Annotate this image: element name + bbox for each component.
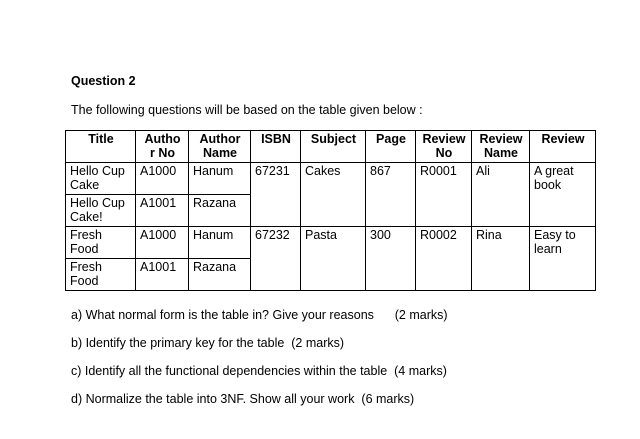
question-marks: (2 marks) [291, 336, 345, 350]
intro-text: The following questions will be based on the table given below : [71, 103, 423, 117]
header-subject: Subject [301, 131, 366, 163]
table-row [66, 227, 596, 259]
header-review-no: Review No [416, 131, 472, 163]
cell-author-name: Razana [189, 195, 251, 227]
question-text: a) What normal form is the table in? Give your reasons [71, 308, 374, 322]
cell-subject [301, 195, 366, 227]
cell-page [366, 195, 416, 227]
question-marks: (6 marks) [361, 392, 415, 406]
header-review-name: Review Name [472, 131, 530, 163]
header-author-name: Author Name [189, 131, 251, 163]
question-text: b) Identify the primary key for the table [71, 336, 285, 350]
cell-title: Hello Cup Cake [66, 163, 136, 195]
cell-author-name: Razana [189, 259, 251, 291]
data-table [65, 130, 596, 291]
cell-subject: Pasta [301, 227, 366, 259]
cell-author-name: Hanum [189, 227, 251, 259]
cell-review-name [472, 259, 530, 291]
cell-isbn [251, 195, 301, 227]
question-item-c [71, 363, 448, 391]
question-item-b [71, 335, 448, 363]
cell-review-no: R0002 [416, 227, 472, 259]
cell-author-no: A1001 [136, 195, 189, 227]
question-list [71, 307, 448, 419]
cell-review-no [416, 259, 472, 291]
question-item-d [71, 391, 448, 419]
table-header-row [66, 131, 596, 163]
cell-page [366, 259, 416, 291]
question-text: d) Normalize the table into 3NF. Show all your work [71, 392, 355, 406]
cell-review-name: Ali [472, 163, 530, 195]
cell-title: Fresh Food [66, 227, 136, 259]
cell-review: Easy to learn [530, 227, 596, 259]
cell-page: 867 [366, 163, 416, 195]
cell-page: 300 [366, 227, 416, 259]
table-row [66, 195, 596, 227]
header-page: Page [366, 131, 416, 163]
header-title: Title [66, 131, 136, 163]
cell-subject [301, 259, 366, 291]
question-marks: (4 marks) [394, 364, 447, 378]
cell-author-no: A1001 [136, 259, 189, 291]
cell-review [530, 195, 596, 227]
header-author-no: Autho r No [136, 131, 189, 163]
cell-author-no: A1000 [136, 163, 189, 195]
question-item-a [71, 307, 448, 335]
cell-isbn: 67231 [251, 163, 301, 195]
cell-author-no: A1000 [136, 227, 189, 259]
cell-review: A great book [530, 163, 596, 195]
question-marks: (2 marks) [394, 308, 448, 322]
cell-review-no: R0001 [416, 163, 472, 195]
question-text: c) Identify all the functional dependencies within the table [71, 364, 388, 378]
question-heading: Question 2 [71, 74, 136, 88]
cell-title: Fresh Food [66, 259, 136, 291]
header-isbn: ISBN [251, 131, 301, 163]
cell-review [530, 259, 596, 291]
cell-title: Hello Cup Cake! [66, 195, 136, 227]
cell-review-name [472, 195, 530, 227]
cell-isbn [251, 259, 301, 291]
table-row [66, 163, 596, 195]
cell-review-name: Rina [472, 227, 530, 259]
table-row [66, 259, 596, 291]
cell-isbn: 67232 [251, 227, 301, 259]
cell-subject: Cakes [301, 163, 366, 195]
cell-author-name: Hanum [189, 163, 251, 195]
cell-review-no [416, 195, 472, 227]
header-review: Review [530, 131, 596, 163]
